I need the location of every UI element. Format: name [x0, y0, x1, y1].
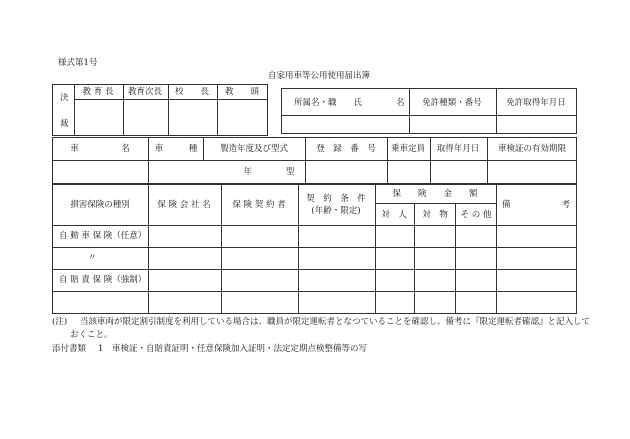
license-date-header: 免許取得年月日: [506, 98, 566, 108]
vehicle-year-model-header: 製造年度及び型式: [219, 144, 289, 154]
vehicle-name-header: 車 名: [70, 144, 130, 154]
applicant-name-header: 所属名・職 氏 名: [294, 98, 405, 108]
insurance-row-compulsory: 自 賠 責 保 険（強制）: [59, 275, 147, 285]
attachment-number: 1: [98, 344, 104, 354]
note-line-1: 当該車両が限定割引制度を利用している場合は、職員が限定運転者となつていることを確認し、備考に『限定運転者確認』と記入して: [80, 317, 591, 327]
insurance-row-voluntary: 自 動 車 保 険（任意）: [59, 231, 147, 241]
vehicle-inspection-header: 車検証の有効期限: [497, 144, 567, 154]
form-number: 様式第1号: [58, 58, 98, 68]
approval-label-bottom: 裁: [60, 119, 69, 129]
insurance-conditions-header: 契 約 条 件: [306, 194, 366, 204]
approval-label-top: 決: [60, 93, 69, 103]
insurance-conditions-subheader: (年齢・限定): [311, 206, 361, 216]
vehicle-model-label: 年 型: [243, 167, 295, 177]
note-label: (注): [52, 317, 68, 327]
approval-col-principal: 校 長: [174, 87, 210, 97]
approval-col-deputy: 教育次長: [127, 87, 163, 97]
vehicle-registration-header: 登 録 番 号: [316, 144, 376, 154]
insurance-amount-property: 対 物: [422, 210, 448, 220]
attachment-label: 添付書類: [52, 344, 87, 354]
note-line-2: おくこと。: [70, 330, 113, 340]
insurance-amount-other: そ の 他: [460, 210, 492, 220]
insurance-row-ditto: 〃: [88, 253, 97, 263]
vehicle-acquired-header: 取得年月日: [436, 144, 480, 154]
insurance-remarks-header: 備 考: [501, 200, 571, 210]
insurance-company-header: 保 険 会 社 名: [157, 200, 211, 210]
insurance-kind-header: 損害保険の種別: [70, 200, 130, 210]
insurance-amount-header: 保 険 金 額: [392, 189, 478, 199]
form-title: 自家用車等公用使用届出簿: [268, 71, 371, 81]
insurance-amount-person: 対 人: [381, 210, 407, 220]
vehicle-type-header: 車 種: [154, 144, 198, 154]
approval-col-superintendent: 教 育 長: [82, 87, 114, 97]
attachment-text: 車検証・自賠責証明・任意保険加入証明・法定定期点検整備等の写: [112, 344, 368, 354]
insurance-contractor-header: 保 険 契 約 者: [232, 200, 286, 210]
approval-col-vice-principal: 教 頭: [224, 87, 260, 97]
vehicle-capacity-header: 乗車定員: [390, 144, 426, 154]
license-number-header: 免許種類・番号: [422, 98, 482, 108]
